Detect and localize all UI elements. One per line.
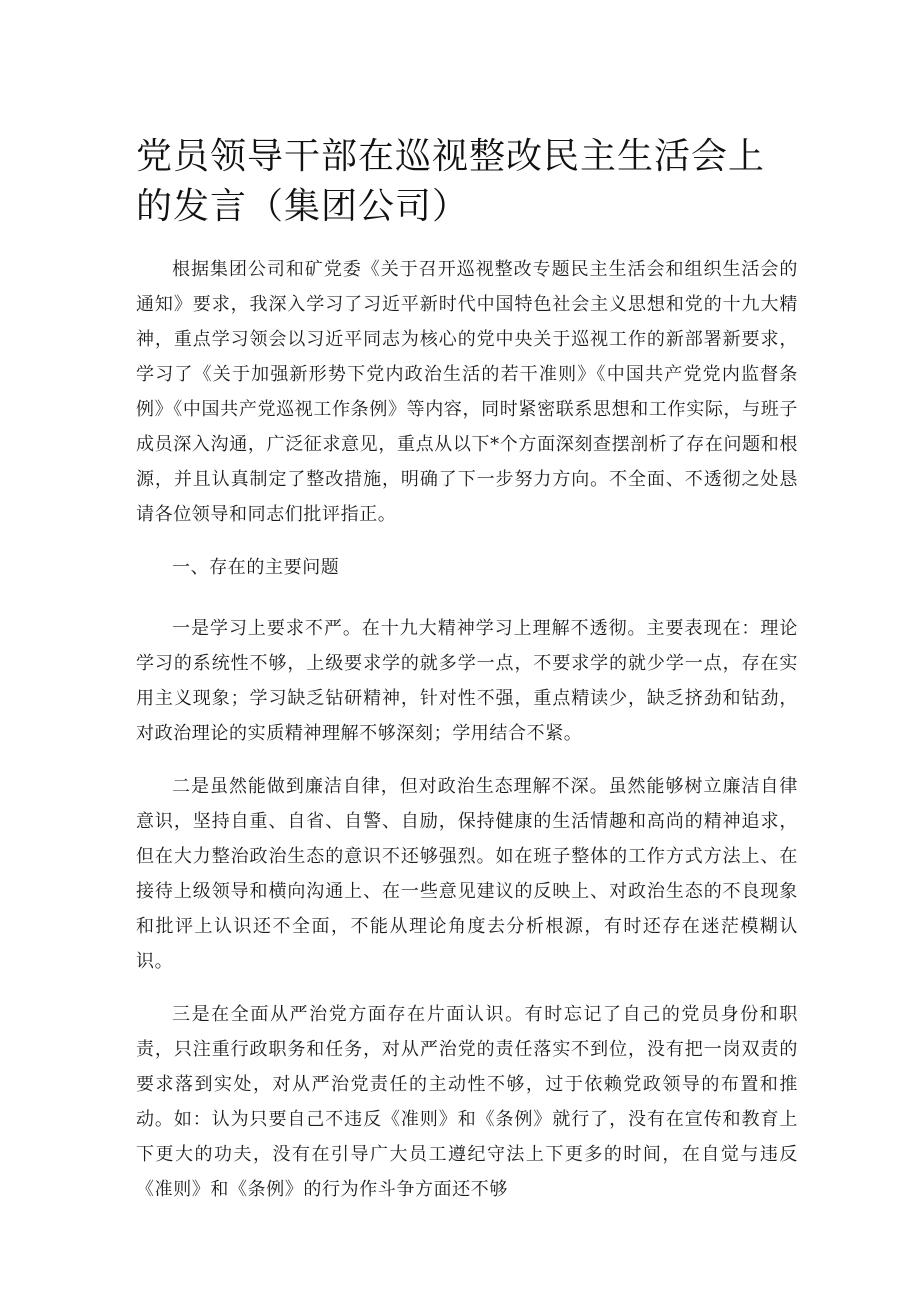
- page-title: 党员领导干部在巡视整改民主生活会上的发言（集团公司）: [136, 136, 766, 227]
- intro-paragraph: 根据集团公司和矿党委《关于召开巡视整改专题民主生活会和组织生活会的通知》要求，我深入学习了习近平新时代中国特色社会主义思想和党的十九大精神，重点学习领会以习近平同志为核心的党中央关于巡视工作的新部署新要求，学习了《关于加强新形势下党内政治生活的若干准则》《中国共产党党内监督条例》《中国共产党巡视工作条例》等内容，同时紧密联系思想和工作实际，与班子成员深入沟通，广泛征求意见，重点从以下*个方面深刻查摆剖析了存在问题和根源，并且认真制定了整改措施，明确了下一步努力方向。不全面、不透彻之处恳请各位领导和同志们批评指正。: [136, 259, 798, 525]
- section-heading: 一、存在的主要问题: [172, 557, 340, 578]
- document-body: [136, 252, 798, 1225]
- issue-paragraph-2: 二是虽然能做到廉洁自律，但对政治生态理解不深。虽然能够树立廉洁自律意识，坚持自重、自省、自警、自励，保持健康的生活情趣和高尚的精神追求，但在大力整治政治生态的意识不还够强烈。如在班子整体的工作方式方法上、在接待上级领导和横向沟通上、在一些意见建议的反映上、对政治生态的不良现象和批评上认识还不全面，不能从理论角度去分析根源，有时还存在迷茫模糊认识。: [136, 776, 798, 972]
- issue-paragraph-3: 三是在全面从严治党方面存在片面认识。有时忘记了自己的党员身份和职责，只注重行政职务和任务，对从严治党的责任落实不到位，没有把一岗双责的要求落到实处，对从严治党责任的主动性不够，过于依赖党政领导的布置和推动。如：认为只要自己不违反《准则》和《条例》就行了，没有在宣传和教育上下更大的功夫，没有在引导广大员工遵纪守法上下更多的时间，在自觉与违反《准则》和《条例》的行为作斗争方面还不够: [136, 1004, 798, 1200]
- issue-paragraph-1: 一是学习上要求不严。在十九大精神学习上理解不透彻。主要表现在：理论学习的系统性不够，上级要求学的就多学一点，不要求学的就少学一点，存在实用主义现象；学习缺乏钻研精神，针对性不强，重点精读少，缺乏挤劲和钻劲，对政治理论的实质精神理解不够深刻；学用结合不紧。: [136, 618, 798, 744]
